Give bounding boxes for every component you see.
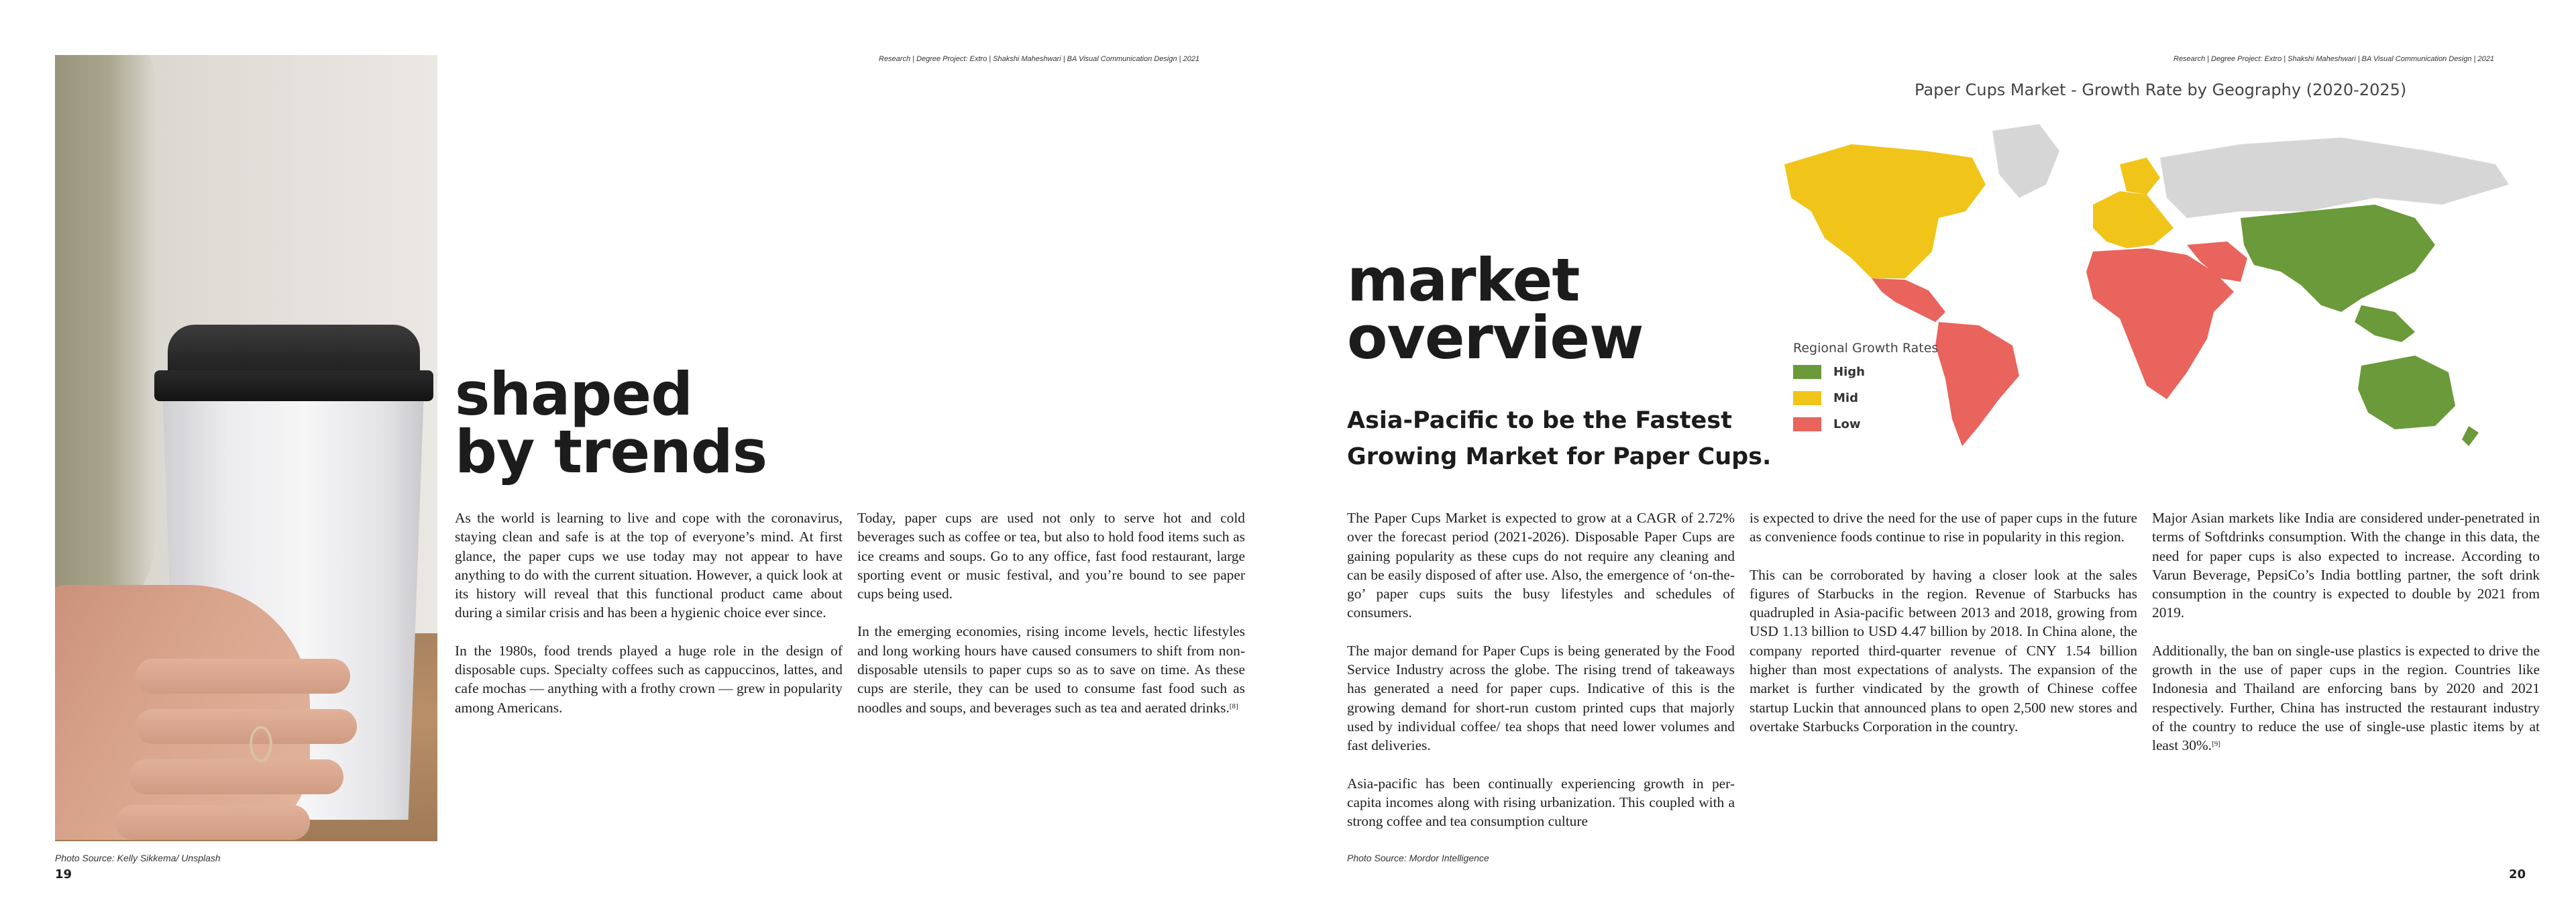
text-column-1 (1347, 508, 1735, 849)
legend-item (1793, 391, 1938, 405)
paragraph: In the 1980s, food trends played a huge role in the design of disposable cups. Specialty coffees such as cappuccinos, lattes, and cafe mochas — anything with a frothy crown — grew in popularity among Americans. (455, 642, 843, 716)
legend-title: Regional Growth Rates (1793, 341, 1939, 356)
coffee-cup-photo (55, 55, 437, 841)
footnote-ref: [8] (1229, 702, 1238, 710)
heading-line: overview (1347, 303, 1644, 373)
running-head: Research | Degree Project: Extro | Shakshi Maheshwari | BA Visual Communication Design | 2021 (879, 55, 1199, 63)
paragraph-with-reference (857, 622, 1245, 716)
heading-line: market (1347, 246, 1580, 315)
paragraph: The major demand for Paper Cups is being generated by the Food Service Industry across the globe. The rising trend of takeaways has generated a need for paper cups. Indicative of this is the growing demand for short-run custom printed cups that majorly used by individual coffee/ tea shops that need lower volumes and fast deliveries. (1347, 642, 1735, 754)
region-north-america (1784, 144, 1986, 278)
paragraph: As the world is learning to live and cope with the coronavirus, staying clean and safe is at the top of everyone’s mind. At first glance, the paper cups we use today may not appear to have anything to do with the current situation. However, a quick look at its history will reveal that this functional product came about during a similar crisis and has been a hygienic choice ever since. (455, 510, 843, 621)
photo-finger (129, 759, 343, 794)
heading-line: by trends (455, 417, 767, 487)
region-scandinavia (2120, 158, 2160, 195)
photo-credit: Photo Source: Kelly Sikkema/ Unsplash (55, 853, 221, 863)
legend-swatch-mid (1793, 391, 1821, 405)
paragraph: Today, paper cups are used not only to serve hot and cold beverages such as coffee or tea, but also to hold food items such as ice creams and soups. Go to any office, fast food restaurant, large sporting event or music festival, and you’re bound to see paper cups being used. (857, 510, 1245, 602)
text-column-2 (1750, 508, 2137, 755)
legend-label: Low (1833, 417, 1861, 431)
heading-line: shaped (455, 360, 693, 429)
region-south-america (1935, 322, 2019, 446)
region-europe (2093, 191, 2174, 248)
photo-finger (136, 659, 350, 694)
photo-finger (115, 805, 310, 840)
region-australia (2358, 356, 2455, 429)
legend-swatch-high (1793, 365, 1821, 379)
legend-item (1793, 417, 1938, 431)
subheading-line: Asia-Pacific to be the Fastest (1347, 407, 1732, 434)
paragraph-text: In the emerging economies, rising income levels, hectic lifestyles and long working hours have caused consumers to shift from non-disposable utensils to paper cups so as to save on time. As these cups are sterile, they can be used to consume fast food such as noodles and soups, and beverages such as tea and aerated drinks. (857, 623, 1245, 716)
region-central-america (1872, 278, 1945, 322)
paragraph-text: Additionally, the ban on single-use plastics is expected to drive the growth in the use of paper cups in the region. Countries like Indonesia and Thailand are enforcing bans by 2020 and 2021 respectively. Further, China has instructed the restaurant industry of the country to reduce the use of single-use plastic items by at least 30%. (2152, 642, 2540, 754)
region-greenland (1992, 124, 2059, 198)
photo-ring (250, 726, 272, 762)
text-column-2 (857, 508, 1245, 736)
page-subheading (1347, 403, 1771, 476)
paragraph: This can be corroborated by having a closer look at the sales figures of Starbucks in the region. Revenue of Starbucks has quadrupled in Asia-pacific between 2013 and 2018, growing from USD 1.13 billion to USD 4.47 billion by 2018. In China alone, the company reported third-quarter revenue of CNY 1.54 billion higher than most expectations of analysts. The expansion of the market is further vindicated by the growth of Chinese coffee startup Luckin that announced plans to open 2,500 new stores and overtake Starbucks Corporation in the country. (1750, 566, 2137, 735)
photo-credit: Photo Source: Mordor Intelligence (1347, 853, 1489, 863)
legend-item (1793, 365, 1938, 379)
page-heading (455, 360, 767, 487)
region-new-zealand (2462, 426, 2479, 446)
text-column-3 (2152, 508, 2540, 774)
photo-sleeve (55, 55, 156, 632)
photo-cup-lid (168, 325, 420, 376)
legend-swatch-low (1793, 417, 1821, 431)
footnote-ref: [9] (2212, 740, 2220, 749)
legend-label: High (1833, 365, 1865, 379)
paragraph: Major Asian markets like India are considered under-penetrated in terms of Softdrinks consumption. With the change in this data, the need for paper cups is also expected to increase. According to Varun Beverage, PepsiCo’s India bottling partner, the soft drink consumption in the country is expected to double by 2021 from 2019. (2152, 510, 2540, 621)
map-legend (1793, 341, 1938, 443)
text-column-1 (455, 508, 843, 736)
page-number: 19 (55, 867, 72, 881)
page-number: 20 (2509, 867, 2526, 881)
region-russia (2160, 138, 2509, 218)
paragraph: is expected to drive the need for the use of paper cups in the future as convenience foods continue to rise in popularity in this region. (1750, 510, 2137, 545)
legend-label: Mid (1833, 391, 1858, 405)
paragraph: The Paper Cups Market is expected to grow at a CAGR of 2.72% over the forecast period (2021-2026). Disposable Paper Cups are gaining popularity as these cups do not require any cleaning and can be easily disposed of after use. Also, the emergence of ‘on-the-go’ paper cups suits the busy lifestyles and schedules of consumers. (1347, 510, 1735, 621)
paragraph-with-reference (2152, 641, 2540, 755)
subheading-line: Growing Market for Paper Cups. (1347, 443, 1772, 471)
paragraph: Asia-pacific has been continually experiencing growth in per-capita incomes along with rising urbanization. This coupled with a strong coffee and tea consumption culture (1347, 775, 1735, 830)
page-heading (1347, 246, 1644, 373)
running-head: Research | Degree Project: Extro | Shakshi Maheshwari | BA Visual Communication Design | 2021 (2174, 55, 2494, 63)
map-title: Paper Cups Market - Growth Rate by Geography (2020-2025) (1915, 81, 2407, 99)
photo-finger (136, 709, 357, 744)
region-southeast-asia (2355, 305, 2415, 342)
region-asia (2241, 205, 2435, 312)
photo-cup-lid-rim (154, 370, 433, 401)
